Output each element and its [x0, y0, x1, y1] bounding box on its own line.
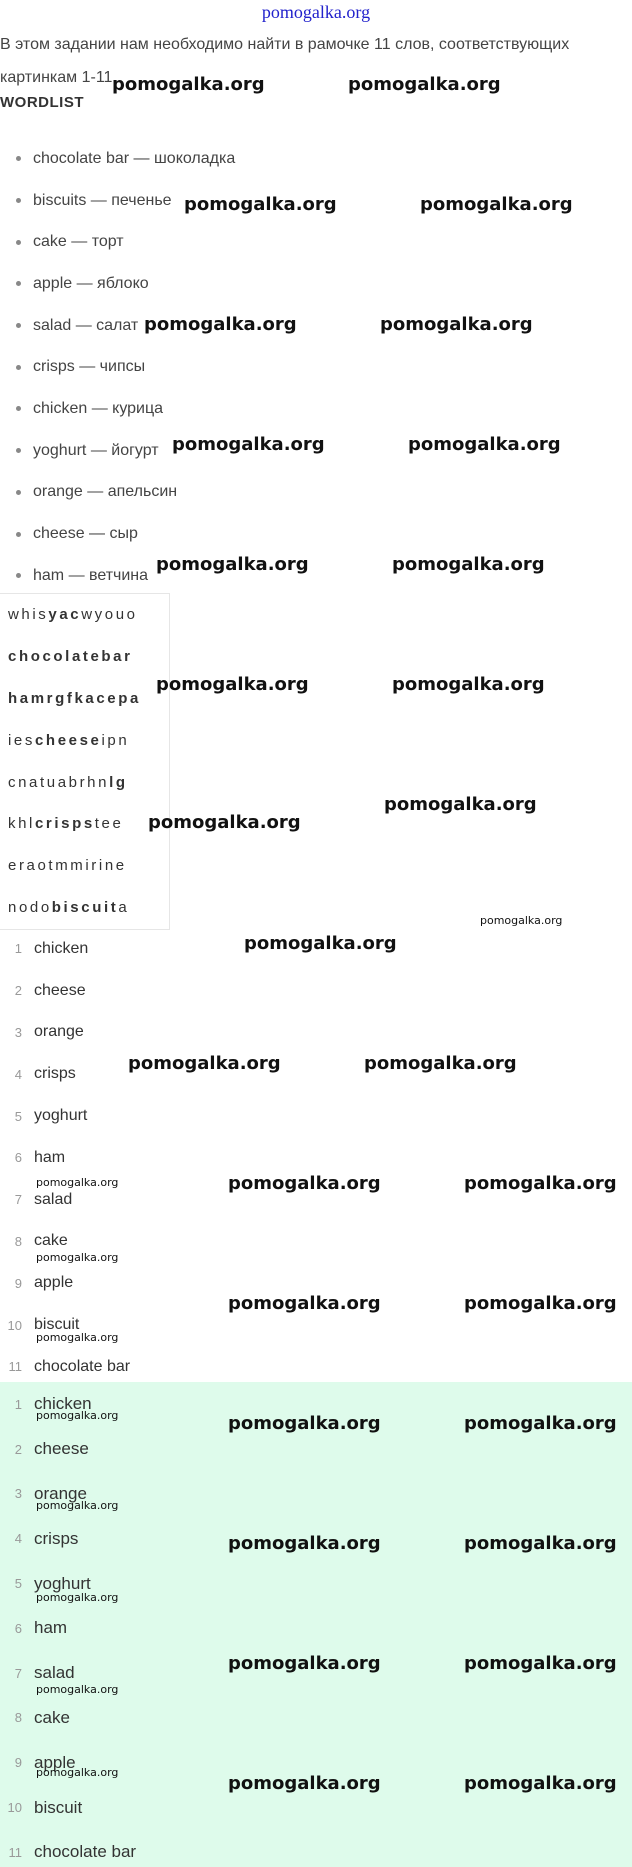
answer-item	[0, 1095, 632, 1137]
answer-word: crisps	[34, 1065, 76, 1083]
answer-number: 10	[7, 1317, 22, 1333]
grid-letters: whis	[8, 606, 49, 624]
answer-word: salad	[34, 1663, 75, 1683]
answer-word: cheese	[34, 1439, 89, 1459]
bullet-icon	[16, 573, 21, 578]
answer-word: crisps	[34, 1528, 79, 1548]
watermark: pomogalka.org	[464, 1293, 617, 1314]
answer-word: ham	[34, 1148, 66, 1166]
answer-number: 1	[14, 1396, 22, 1412]
answer-number: 6	[14, 1620, 22, 1636]
answer-word: cake	[34, 1232, 68, 1250]
watermark: pomogalka.org	[348, 74, 501, 95]
wordlist-item-text: cake — торт	[33, 233, 124, 251]
wordlist-item	[0, 263, 632, 305]
grid-letters: eraotmmirine	[8, 857, 127, 875]
answer-word: apple	[34, 1274, 74, 1292]
answer-item	[0, 970, 632, 1012]
wordlist-item-text: biscuits — печенье	[33, 191, 172, 209]
watermark: pomogalka.org	[156, 674, 309, 695]
watermark-small: pomogalka.org	[36, 1409, 119, 1422]
watermark: pomogalka.org	[184, 194, 337, 215]
watermark: pomogalka.org	[228, 1293, 381, 1314]
answer-number: 8	[14, 1710, 22, 1726]
grid-row	[0, 845, 169, 887]
grid-letters: ipn	[101, 731, 130, 749]
watermark: pomogalka.org	[464, 1773, 617, 1794]
wordlist-item-text: salad — салат	[33, 316, 139, 334]
grid-row	[0, 887, 169, 929]
answer-number: 3	[14, 1486, 22, 1502]
answer-number: 10	[7, 1800, 22, 1816]
answer-number: 7	[14, 1192, 22, 1208]
answer-word: yoghurt	[34, 1107, 88, 1125]
answer-number: 1	[14, 941, 22, 957]
watermark: pomogalka.org	[228, 1413, 381, 1434]
answer-number: 8	[14, 1233, 22, 1249]
watermark-small: pomogalka.org	[36, 1251, 119, 1264]
answer-number: 9	[14, 1275, 22, 1291]
grid-row	[0, 803, 169, 845]
watermark: pomogalka.org	[148, 812, 301, 833]
wordlist-item	[0, 305, 632, 347]
answer-word: orange	[34, 1023, 84, 1041]
answer-number: 5	[14, 1576, 22, 1592]
wordlist-heading: WORDLIST	[0, 94, 84, 111]
watermark-small: pomogalka.org	[480, 914, 563, 927]
watermark: pomogalka.org	[392, 554, 545, 575]
wordlist-item-text: yoghurt — йогурт	[33, 441, 159, 459]
grid-row	[0, 719, 169, 761]
answer-number: 3	[14, 1024, 22, 1040]
watermark: pomogalka.org	[112, 74, 265, 95]
grid-letters: a	[118, 898, 130, 916]
answer-number: 5	[14, 1108, 22, 1124]
answer-word: chocolate bar	[34, 1357, 131, 1375]
answer-word: salad	[34, 1190, 73, 1208]
answer-word: chicken	[34, 939, 89, 957]
answer-word: cheese	[34, 981, 86, 999]
bullet-icon	[16, 490, 21, 495]
grid-letters: ies	[8, 731, 35, 749]
answers-highlighted-list	[0, 1382, 632, 1867]
word-search-grid	[0, 593, 170, 930]
watermark: pomogalka.org	[384, 794, 537, 815]
watermark: pomogalka.org	[364, 1053, 517, 1074]
answer-number: 4	[14, 1531, 22, 1547]
grid-found-word: chocolatebar	[8, 648, 133, 666]
watermark-small: pomogalka.org	[36, 1176, 119, 1189]
bullet-icon	[16, 406, 21, 411]
watermark-small: pomogalka.org	[36, 1331, 119, 1344]
watermark: pomogalka.org	[420, 194, 573, 215]
grid-row	[0, 761, 169, 803]
wordlist-item	[0, 346, 632, 388]
answer-number: 11	[8, 1844, 22, 1860]
answer-word: chocolate bar	[34, 1842, 137, 1862]
answer-word: biscuit	[34, 1316, 80, 1334]
watermark: pomogalka.org	[464, 1533, 617, 1554]
bullet-icon	[16, 448, 21, 453]
answer-word: chicken	[34, 1394, 92, 1414]
answer-item	[0, 1053, 632, 1095]
grid-found-word: cheese	[34, 731, 102, 749]
watermark: pomogalka.org	[380, 314, 533, 335]
grid-letters: khl	[8, 815, 35, 833]
bullet-icon	[16, 532, 21, 537]
grid-row	[0, 678, 169, 720]
answer-number: 2	[14, 983, 22, 999]
grid-letters: wyouo	[81, 606, 138, 624]
grid-found-word: yac	[48, 606, 82, 624]
answer-item	[0, 1696, 632, 1741]
grid-found-word: ham	[8, 689, 47, 707]
answer-word: apple	[34, 1752, 76, 1772]
answer-item	[0, 1830, 632, 1867]
grid-found-word: crisps	[34, 815, 95, 833]
watermark: pomogalka.org	[464, 1413, 617, 1434]
wordlist-item	[0, 513, 632, 555]
answer-item	[0, 1606, 632, 1651]
bullet-icon	[16, 240, 21, 245]
watermark: pomogalka.org	[228, 1653, 381, 1674]
watermark: pomogalka.org	[128, 1053, 281, 1074]
grid-row	[0, 594, 169, 636]
bullet-icon	[16, 281, 21, 286]
answer-number: 6	[14, 1150, 22, 1166]
watermark: pomogalka.org	[392, 674, 545, 695]
watermark-small: pomogalka.org	[36, 1591, 119, 1604]
watermark: pomogalka.org	[464, 1173, 617, 1194]
wordlist-item	[0, 138, 632, 180]
wordlist-item-text: orange — апельсин	[33, 483, 178, 501]
wordlist-item-text: apple — яблоко	[33, 274, 149, 292]
site-header	[0, 0, 632, 26]
answer-word: biscuit	[34, 1797, 83, 1817]
bullet-icon	[16, 323, 21, 328]
wordlist-item-text: ham — ветчина	[33, 566, 149, 584]
grid-found-word: biscuit	[51, 898, 119, 916]
watermark-small: pomogalka.org	[36, 1683, 119, 1696]
grid-letters: tee	[94, 815, 124, 833]
watermark: pomogalka.org	[464, 1653, 617, 1674]
answer-word: orange	[34, 1483, 87, 1503]
answer-number: 11	[8, 1359, 22, 1375]
watermark-small: pomogalka.org	[36, 1499, 119, 1512]
answer-item	[0, 1012, 632, 1054]
site-link[interactable]: pomogalka.org	[261, 2, 371, 22]
answer-number: 2	[14, 1441, 22, 1457]
wordlist-item-text: chicken — курица	[33, 399, 164, 417]
grid-found-word: lg	[109, 773, 128, 791]
watermark: pomogalka.org	[156, 554, 309, 575]
watermark: pomogalka.org	[228, 1773, 381, 1794]
watermark: pomogalka.org	[244, 933, 397, 954]
grid-found-word: rgfkacepa	[46, 689, 141, 707]
watermark: pomogalka.org	[228, 1533, 381, 1554]
watermark: pomogalka.org	[228, 1173, 381, 1194]
answer-number: 4	[14, 1066, 22, 1082]
intro-text: В этом задании нам необходимо найти в рамочке 11 слов, соответствующих картинкам 1-11.	[0, 36, 570, 86]
watermark: pomogalka.org	[408, 434, 561, 455]
wordlist-item-text: crisps — чипсы	[33, 358, 146, 376]
bullet-icon	[16, 198, 21, 203]
grid-letters: nodo	[8, 898, 52, 916]
answer-word: cake	[34, 1707, 70, 1727]
grid-letters: cnatuabrhn	[8, 773, 110, 791]
wordlist-item-text: chocolate bar — шоколадка	[33, 149, 236, 167]
answer-word: ham	[34, 1618, 68, 1638]
watermark: pomogalka.org	[172, 434, 325, 455]
wordlist-item	[0, 388, 632, 430]
answer-number: 7	[14, 1665, 22, 1681]
wordlist-item	[0, 472, 632, 514]
bullet-icon	[16, 156, 21, 161]
answer-word: yoghurt	[34, 1573, 91, 1593]
answer-number: 9	[14, 1755, 22, 1771]
answers-list	[0, 928, 632, 1388]
grid-row	[0, 636, 169, 678]
watermark: pomogalka.org	[144, 314, 297, 335]
wordlist-item	[0, 221, 632, 263]
bullet-icon	[16, 365, 21, 370]
watermark-small: pomogalka.org	[36, 1766, 119, 1779]
wordlist-item-text: cheese — сыр	[33, 525, 138, 543]
